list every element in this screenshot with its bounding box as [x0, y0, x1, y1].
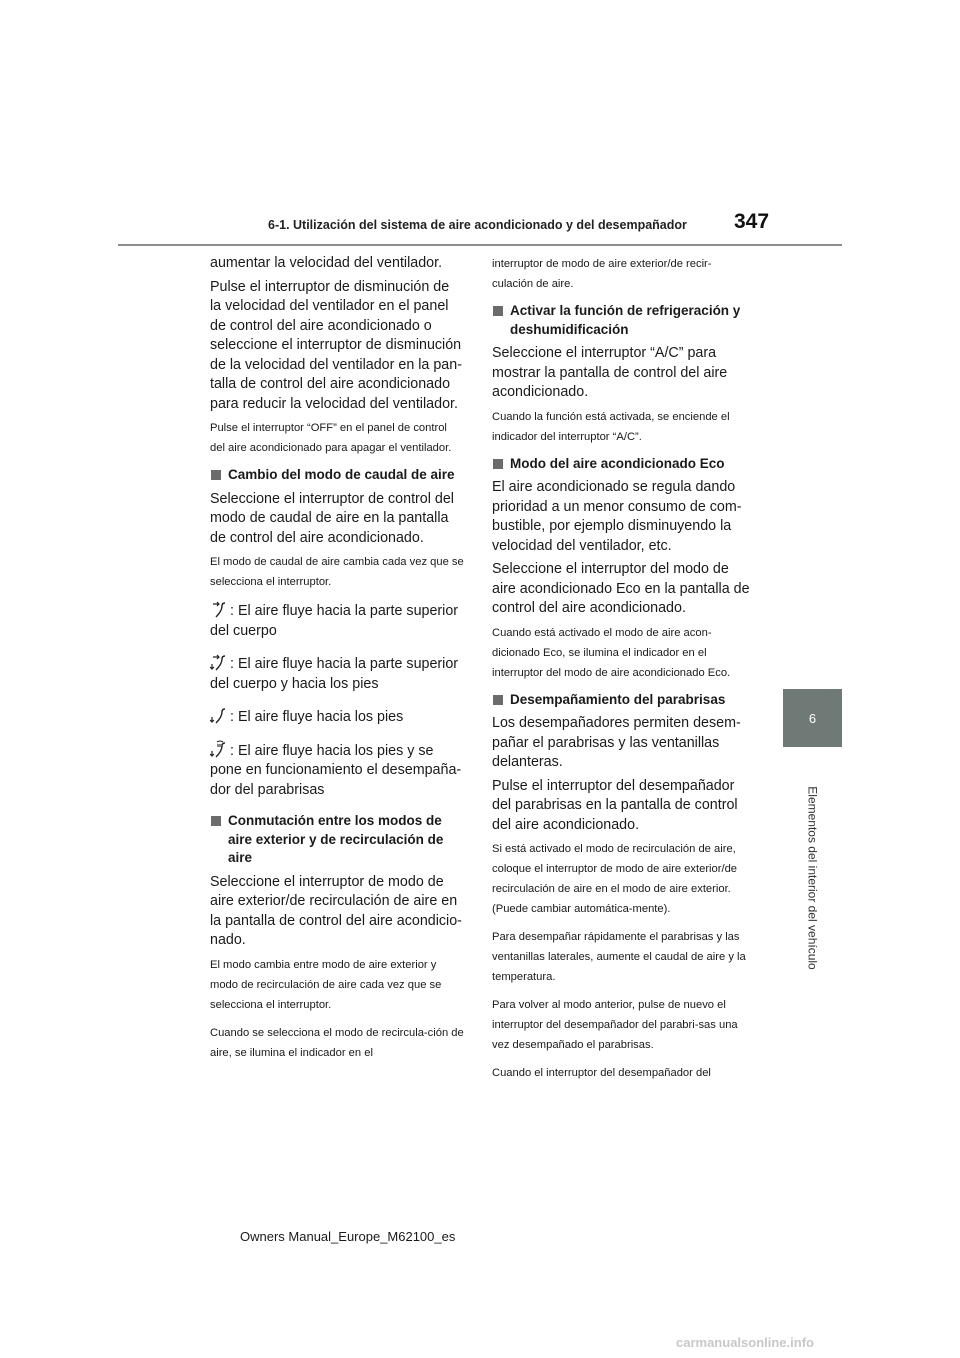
- note: Cuando está activado el modo de aire acon-dicionado Eco, se ilumina el indicador en el interruptor del modo de aire acondicionado Eco.: [492, 626, 731, 679]
- note: Para desempañar rápidamente el parabrisas y las ventanillas laterales, aumente el caudal de aire y la temperatura.: [492, 931, 746, 983]
- airflow-mode-item: [210, 740, 464, 801]
- note: Para volver al modo anterior, pulse de nuevo el interruptor del desempañador del parabri-sas una vez desempañado el parabrisas.: [492, 999, 738, 1051]
- airflow-mode-text: : El aire fluye hacia los pies y se pone en funcionamiento el desempaña-dor del parabrisas: [210, 742, 462, 798]
- paragraph: Seleccione el interruptor de modo de aire exterior/de recirculación de aire en la pantalla de control del aire acondicio-nado.: [210, 873, 462, 948]
- watermark-logo: carmanualsonline.info: [676, 1335, 814, 1350]
- note: Cuando la función está activada, se enciende el indicador del interruptor “A/C”.: [492, 410, 730, 443]
- bullet-square-icon: [493, 306, 503, 316]
- paragraph: aumentar la velocidad del ventilador.: [210, 255, 443, 271]
- airflow-mode-item: [210, 600, 464, 641]
- paragraph: Los desempañadores permiten desem-pañar el parabrisas y las ventanillas delanteras.: [492, 715, 741, 770]
- chapter-title: Elementos del interior del vehículo: [805, 786, 820, 970]
- airflow-upper-body-icon: [210, 600, 230, 619]
- note: Si está activado el modo de recirculación de aire, coloque el interruptor de modo de aire exterior/de recirculación de aire en el modo de aire exterior. (Puede cambiar automática-mente).: [492, 843, 738, 915]
- heading-text: Conmutación entre los modos de aire exterior y de recirculación de aire: [228, 813, 444, 865]
- airflow-mode-text: : El aire fluye hacia la parte superior del cuerpo: [210, 603, 459, 639]
- airflow-upper-body-feet-icon: [210, 653, 230, 672]
- bullet-square-icon: [211, 470, 221, 480]
- heading-eco-mode: [492, 455, 750, 474]
- airflow-mode-item: [210, 653, 464, 694]
- heading-airflow-mode: [210, 466, 464, 485]
- airflow-feet-defog-icon: [210, 740, 230, 759]
- note: Pulse el interruptor “OFF” en el panel de control del aire acondicionado para apagar el ventilador.: [210, 422, 452, 454]
- note: interruptor de modo de aire exterior/de recir-culación de aire.: [492, 258, 712, 290]
- right-column: [492, 254, 750, 1091]
- header-divider: [118, 244, 842, 246]
- heading-windshield-defog: [492, 691, 750, 710]
- heading-text: Desempañamiento del parabrisas: [510, 691, 726, 707]
- heading-text: Cambio del modo de caudal de aire: [228, 467, 455, 482]
- paragraph: Seleccione el interruptor del modo de aire acondicionado Eco en la pantalla de control del aire acondicionado.: [492, 561, 750, 616]
- airflow-mode-item: [210, 706, 464, 728]
- heading-recirculation: [210, 812, 464, 868]
- page-number: 347: [734, 210, 770, 233]
- chapter-number-tab: 6: [783, 689, 842, 747]
- note: Cuando se selecciona el modo de recircula-ción de aire, se ilumina el indicador en el: [210, 1026, 464, 1059]
- section-title: 6-1. Utilización del sistema de aire acondicionado y del desempañador: [268, 218, 687, 232]
- paragraph: Pulse el interruptor de disminución de la velocidad del ventilador en el panel de control del aire acondicionado o seleccione el interruptor de disminución de la velocidad del ventilador en la pan-talla de control del aire acondicionado para reducir la velocidad del ventilador.: [210, 278, 462, 412]
- heading-text: Modo del aire acondicionado Eco: [510, 455, 725, 471]
- airflow-mode-text: : El aire fluye hacia los pies: [230, 709, 404, 725]
- note: El modo de caudal de aire cambia cada vez que se selecciona el interruptor.: [210, 556, 464, 588]
- airflow-feet-icon: [210, 706, 230, 725]
- footer-manual-id: Owners Manual_Europe_M62100_es: [240, 1229, 456, 1244]
- paragraph: Pulse el interruptor del desempañador del parabrisas en la pantalla de control del aire acondicionado.: [492, 777, 738, 833]
- left-column: [210, 254, 464, 1071]
- note: Cuando el interruptor del desempañador del: [492, 1067, 711, 1079]
- paragraph: Seleccione el interruptor de control del modo de caudal de aire en la pantalla de control del aire acondicionado.: [210, 490, 454, 546]
- bullet-square-icon: [493, 695, 503, 705]
- airflow-mode-text: : El aire fluye hacia la parte superior del cuerpo y hacia los pies: [210, 656, 459, 692]
- note: El modo cambia entre modo de aire exterior y modo de recirculación de aire cada vez que se selecciona el interruptor.: [210, 958, 442, 1011]
- bullet-square-icon: [493, 459, 503, 469]
- paragraph: Seleccione el interruptor “A/C” para mostrar la pantalla de control del aire acondicionado.: [492, 345, 728, 400]
- heading-ac-function: [492, 302, 750, 339]
- heading-text: Activar la función de refrigeración y deshumidificación: [510, 303, 741, 337]
- paragraph: El aire acondicionado se regula dando prioridad a un menor consumo de com-bustible, por ejemplo disminuyendo la velocidad del ventilador, etc.: [492, 479, 742, 554]
- chapter-side-label: [783, 753, 842, 1003]
- bullet-square-icon: [211, 816, 221, 826]
